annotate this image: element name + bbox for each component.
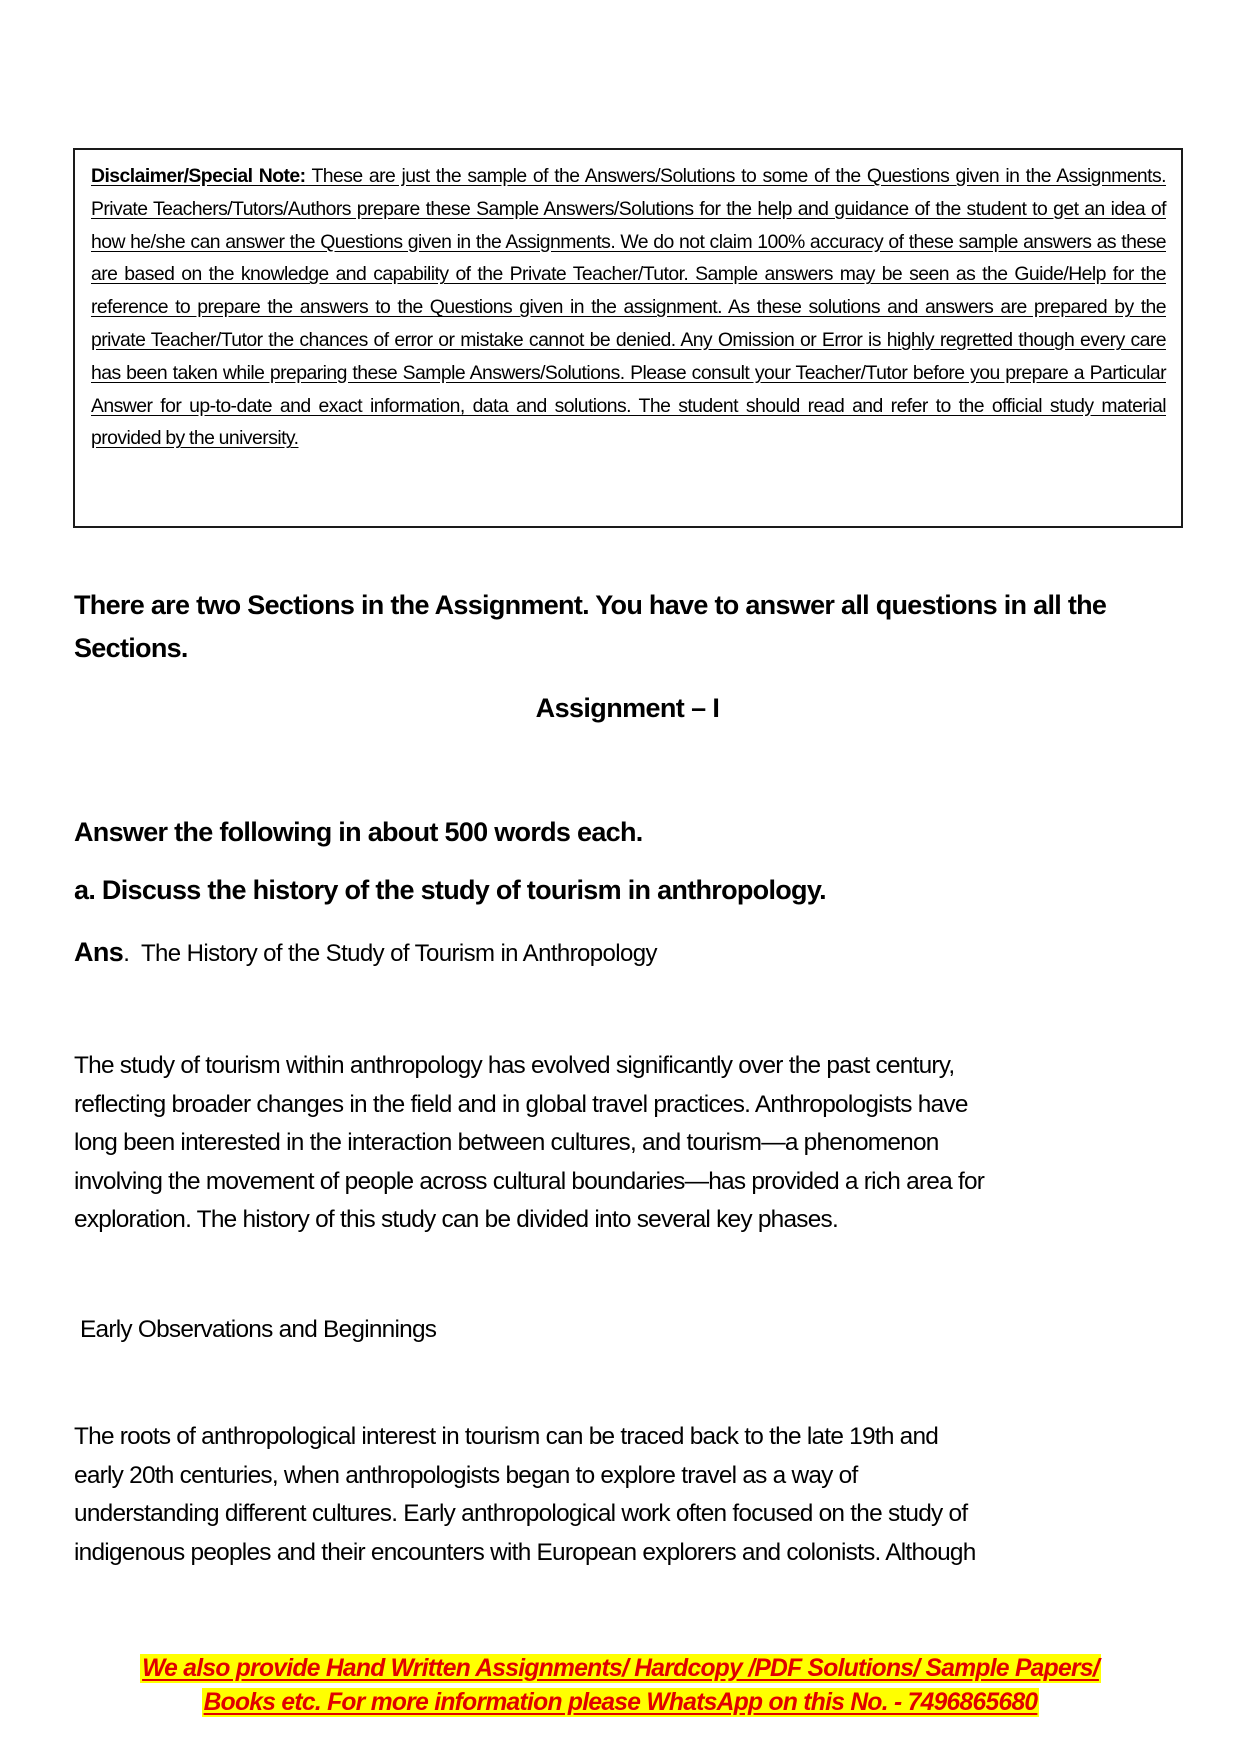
paragraph-early-observations xyxy=(74,1418,1184,1572)
disclaimer-label: Disclaimer/Special Note: xyxy=(91,165,306,187)
paragraph-line: reflecting broader changes in the field and in global travel practices. Anthropologists have xyxy=(74,1090,968,1118)
paragraph-intro xyxy=(74,1047,1184,1240)
paragraph-line: exploration. The history of this study can be divided into several key phases. xyxy=(74,1206,839,1234)
paragraph-line: The study of tourism within anthropology has evolved significantly over the past century, xyxy=(74,1052,955,1079)
disclaimer-text xyxy=(91,160,1166,455)
disclaimer-box xyxy=(73,148,1183,528)
subheading-early-observations: Early Observations and Beginnings xyxy=(80,1316,437,1343)
promo-line-whatsapp: Books etc. For more information please WhatsApp on this No. - 7496865680 xyxy=(203,1689,1038,1716)
answer-label: Ans xyxy=(74,937,124,967)
answer-title: The History of the Study of Tourism in Anthropology xyxy=(129,940,657,967)
paragraph-line: indigenous peoples and their encounters with European explorers and colonists. Although xyxy=(74,1538,976,1566)
assignment-title: Assignment – I xyxy=(535,693,720,723)
answer-instruction: Answer the following in about 500 words each. xyxy=(74,817,643,847)
paragraph-line: long been interested in the interaction between cultures, and tourism—a phenomenon xyxy=(74,1129,939,1157)
answer-heading xyxy=(74,932,657,974)
question-a: a. Discuss the history of the study of tourism in anthropology. xyxy=(74,875,826,905)
paragraph-line: understanding different cultures. Early anthropological work often focused on the study of xyxy=(74,1500,968,1528)
paragraph-line: involving the movement of people across cultural boundaries—has provided a rich area for xyxy=(74,1167,985,1195)
disclaimer-body: These are just the sample of the Answers/Solutions to some of the Questions given in the Assignments. Private Teachers/Tutors/Authors prepare these Sample Answers/Solutions for the help and guidance of the student to get an idea of how he/she can answer the Questions given in the Assignments. We do not claim 100% accuracy of these sample answers as these are based on the knowledge and capability of the Private Teacher/Tutor. Sample answers may be seen as the Guide/Help for the reference to prepare the answers to the Questions given in the assignment. As these solutions and answers are prepared by the private Teacher/Tutor the chances of error or mistake cannot be denied. Any Omission or Error is highly regretted though every care has been taken while preparing these Sample Answers/Solutions. Please consult your Teacher/Tutor before you prepare a Particular Answer for up-to-date and exact information, data and solutions. The student should read and refer to the official study material provided by the university. xyxy=(91,165,1166,450)
promo-line: We also provide Hand Written Assignments/ Hardcopy /PDF Solutions/ Sample Papers/ xyxy=(142,1655,1099,1682)
sections-intro: There are two Sections in the Assignment. You have to answer all questions in all the Sections. xyxy=(74,590,1107,663)
answer-label-dot: . xyxy=(123,940,130,967)
promo-banner xyxy=(0,1652,1241,1720)
paragraph-line: early 20th centuries, when anthropologists began to explore travel as a way of xyxy=(74,1461,858,1489)
paragraph-line: The roots of anthropological interest in tourism can be traced back to the late 19th and xyxy=(74,1423,939,1450)
